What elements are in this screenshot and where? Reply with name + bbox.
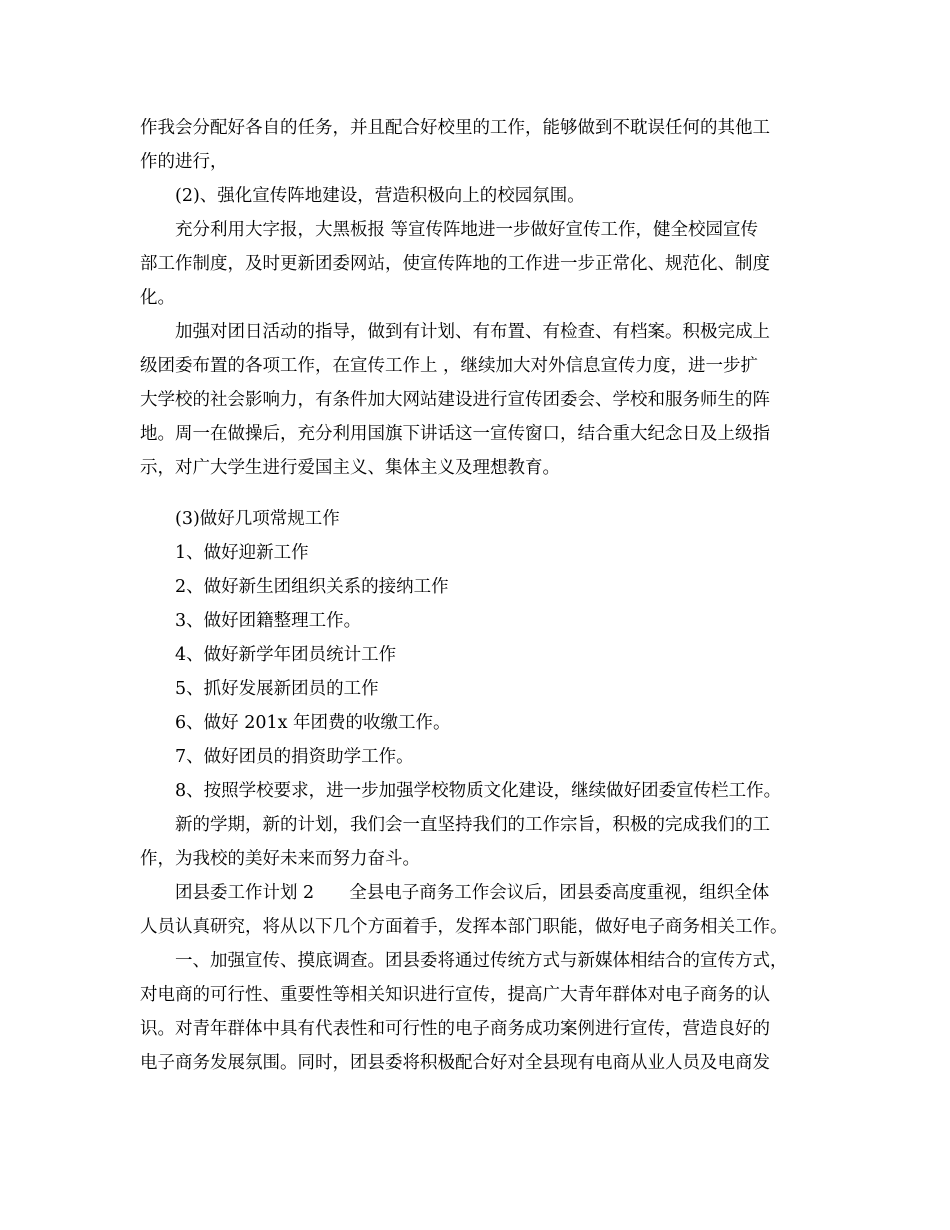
text-line: 化。 — [140, 288, 175, 308]
list-item: 5、抓好发展新团员的工作 — [175, 679, 379, 699]
text-line: 级团委布置的各项工作，在宣传工作上 ，继续加大对外信息宣传力度，进一步扩 — [140, 356, 759, 376]
text-line: 加强对团日活动的指导，做到有计划、有布置、有检查、有档案。积极完成上 — [175, 322, 770, 342]
text-line: 团县委工作计划 2 全县电子商务工作会议后，团县委高度重视，组织全体 — [175, 883, 770, 903]
text-line: 新的学期，新的计划，我们会一直坚持我们的工作宗旨，积极的完成我们的工 — [175, 815, 770, 835]
text-line: 作我会分配好各自的任务，并且配合好校里的工作，能够做到不耽误任何的其他工 — [140, 118, 770, 138]
text-line: 人员认真研究，将从以下几个方面着手，发挥本部门职能，做好电子商务相关工作。 — [140, 917, 788, 937]
text-line: 电子商务发展氛围。同时，团县委将积极配合好对全县现有电商从业人员及电商发 — [140, 1053, 770, 1073]
list-item: 6、做好 201x 年团费的收缴工作。 — [175, 713, 451, 733]
list-item: 8、按照学校要求，进一步加强学校物质文化建设，继续做好团委宣传栏工作。 — [175, 781, 782, 801]
text-line: (3)做好几项常规工作 — [175, 509, 340, 529]
text-line: 对电商的可行性、重要性等相关知识进行宣传，提高广大青年群体对电子商务的认 — [140, 985, 770, 1005]
text-line: 作的进行， — [140, 152, 228, 172]
text-line: (2)、强化宣传阵地建设，营造积极向上的校园氛围。 — [175, 186, 585, 206]
text-line: 识。对青年群体中具有代表性和可行性的电子商务成功案例进行宣传，营造良好的 — [140, 1019, 770, 1039]
text-line: 一、加强宣传、摸底调查。团县委将通过传统方式与新媒体相结合的宣传方式， — [175, 951, 788, 971]
list-item: 4、做好新学年团员统计工作 — [175, 645, 397, 665]
list-item: 1、做好迎新工作 — [175, 543, 309, 563]
text-line: 示，对广大学生进行爱国主义、集体主义及理想教育。 — [140, 458, 560, 478]
text-line: 部工作制度，及时更新团委网站，使宣传阵地的工作进一步正常化、规范化、制度 — [140, 254, 770, 274]
text-line: 大学校的社会影响力，有条件加大网站建设进行宣传团委会、学校和服务师生的阵 — [140, 390, 770, 410]
list-item: 2、做好新生团组织关系的接纳工作 — [175, 577, 449, 597]
text-line: 作，为我校的美好未来而努力奋斗。 — [140, 849, 420, 869]
list-item: 3、做好团籍整理工作。 — [175, 611, 362, 631]
text-line: 地。周一在做操后，充分利用国旗下讲话这一宣传窗口，结合重大纪念日及上级指 — [140, 424, 770, 444]
list-item: 7、做好团员的捐资助学工作。 — [175, 747, 414, 767]
text-line: 充分利用大字报，大黑板报 等宣传阵地进一步做好宣传工作，健全校园宣传 — [175, 220, 759, 240]
